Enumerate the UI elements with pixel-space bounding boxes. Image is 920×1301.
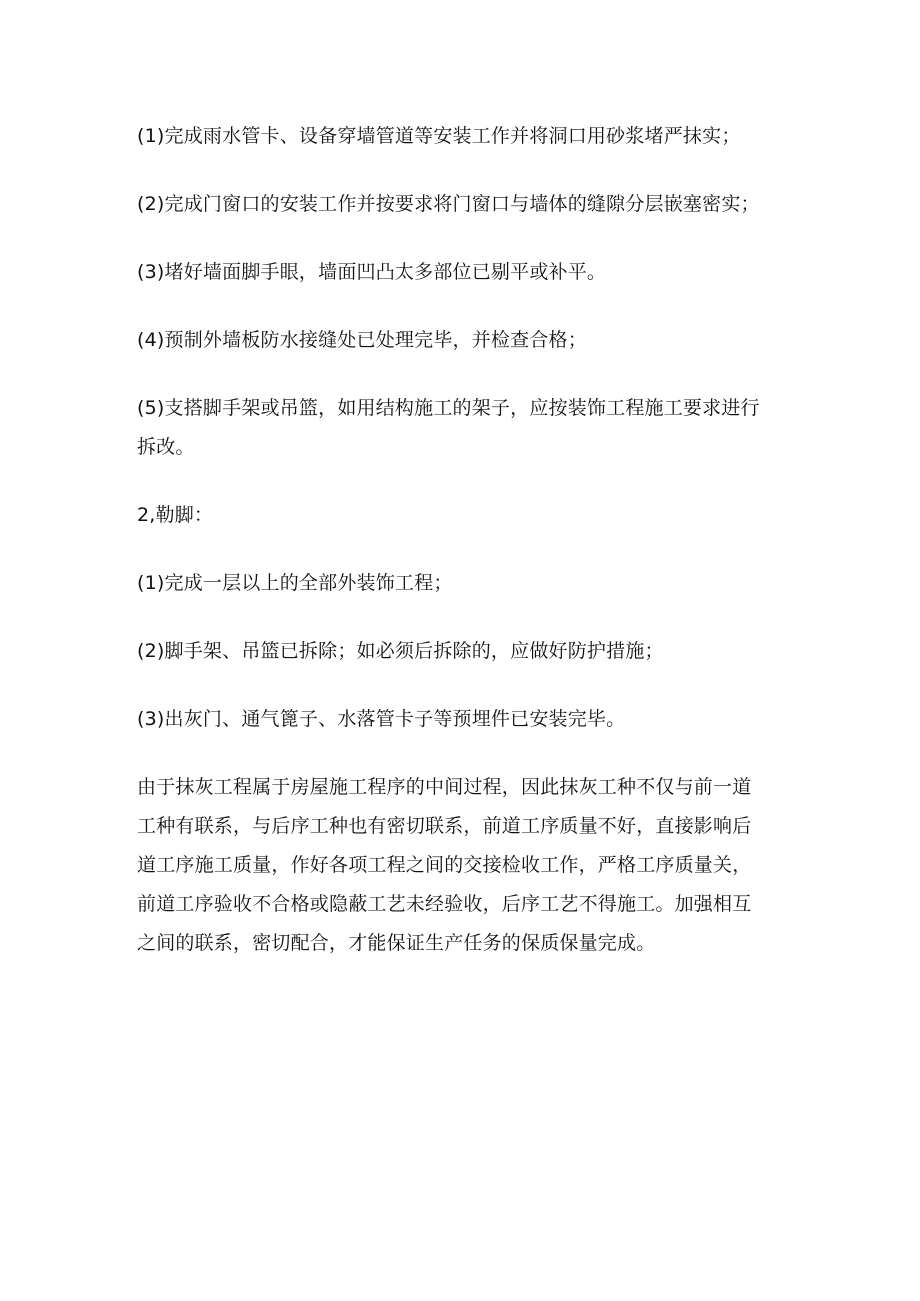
prep-item-5: [137, 389, 797, 467]
prep-item-2: (2)完成门窗口的安装工作并按要求将门窗口与墙体的缝隙分层嵌塞密实；: [137, 193, 760, 215]
section-heading-plinth: 2,勒脚：: [137, 504, 214, 526]
plinth-item-1: (1)完成一层以上的全部外装饰工程；: [137, 572, 453, 594]
plinth-item-2: (2)脚手架、吊篮已拆除；如必须后拆除的，应做好防护措施；: [137, 640, 664, 662]
plinth-item-3: (3)出灰门、通气篦子、水落管卡子等预埋件已安装完毕。: [137, 708, 626, 730]
closing-line-2: 工种有联系，与后序工种也有密切联系，前道工序质量不好，直接影响后: [137, 815, 752, 837]
document-body: [137, 117, 797, 963]
prep-item-1: (1)完成雨水管卡、设备穿墙管道等安装工作并将洞口用砂浆堵严抹实；: [137, 125, 741, 147]
closing-paragraph: [137, 768, 797, 963]
closing-line-3: 道工序施工质量，作好各项工程之间的交接检收工作，严格工序质量关，: [137, 854, 752, 876]
closing-line-4: 前道工序验收不合格或隐蔽工艺未经验收，后序工艺不得施工。加强相互: [137, 893, 752, 915]
prep-item-5-line-2: 拆改。: [137, 436, 195, 458]
prep-item-5-line-1: (5)支搭脚手架或吊篮，如用结构施工的架子，应按装饰工程施工要求进行: [137, 397, 760, 419]
closing-line-1: 由于抹灰工程属于房屋施工程序的中间过程，因此抹灰工种不仅与前一道: [137, 776, 752, 798]
prep-item-4: (4)预制外墙板防水接缝处已处理完毕，并检查合格；: [137, 329, 587, 351]
prep-item-3: (3)堵好墙面脚手眼，墙面凹凸太多部位已剔平或补平。: [137, 261, 607, 283]
closing-line-5: 之间的联系，密切配合，才能保证生产任务的保质保量完成。: [137, 932, 656, 954]
